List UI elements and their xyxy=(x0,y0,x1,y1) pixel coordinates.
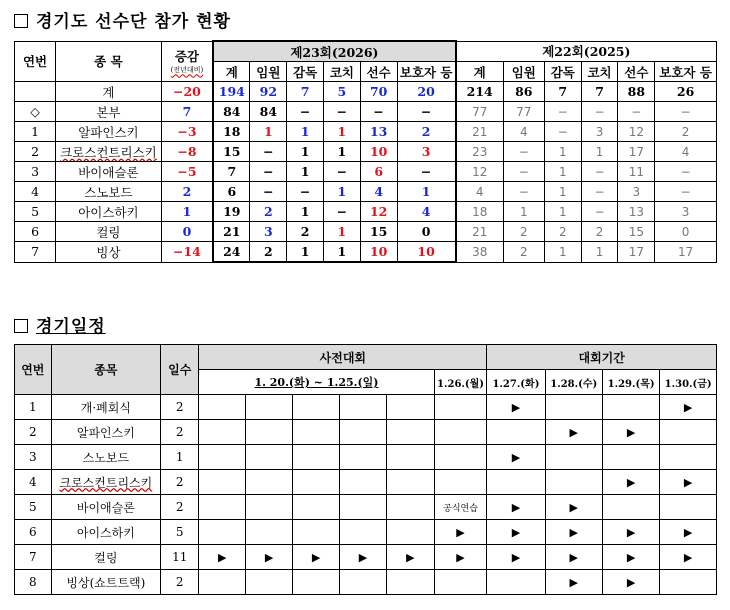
row-23-coaches: 1 xyxy=(324,122,361,142)
row-22-directors: 1 xyxy=(544,162,581,182)
col-23-athletes: 선수 xyxy=(360,62,397,82)
play-marker-icon: ▶ xyxy=(602,470,659,495)
schedule-cell xyxy=(246,495,293,520)
row-22-coaches: 3 xyxy=(581,122,618,142)
row-22-officials: 86 xyxy=(503,82,544,102)
row-23-total: 7 xyxy=(213,162,250,182)
row-22-coaches: − xyxy=(581,102,618,122)
row-23-officials: 3 xyxy=(250,222,287,242)
row-22-guardians: − xyxy=(655,182,717,202)
schedule-cell xyxy=(660,420,717,445)
row-23-directors: 2 xyxy=(287,222,324,242)
schedule-cell xyxy=(340,470,387,495)
row-23-coaches: 1 xyxy=(324,142,361,162)
row-23-guardians: 2 xyxy=(397,122,456,142)
row-no: 6 xyxy=(15,222,56,242)
section2-title: 경기일정 xyxy=(36,317,106,337)
play-marker-icon: ▶ xyxy=(660,395,717,420)
schedule-row-event: 컬링 xyxy=(51,545,161,570)
row-23-coaches: 1 xyxy=(324,182,361,202)
row-22-athletes: 11 xyxy=(618,162,655,182)
row-23-athletes: 15 xyxy=(360,222,397,242)
col-22-directors: 감독 xyxy=(544,62,581,82)
participation-table xyxy=(14,40,717,263)
schedule-cell xyxy=(199,570,246,595)
schedule-row-days: 2 xyxy=(161,470,199,495)
row-23-athletes: 13 xyxy=(360,122,397,142)
square-bullet-icon xyxy=(14,14,28,28)
row-23-total: 21 xyxy=(213,222,250,242)
row-23-total: 6 xyxy=(213,182,250,202)
row-no: ◇ xyxy=(15,102,56,122)
col-22-athletes: 선수 xyxy=(618,62,655,82)
schedule-row xyxy=(15,520,717,545)
play-marker-icon: ▶ xyxy=(434,520,487,545)
schedule-cell xyxy=(434,420,487,445)
row-no: 4 xyxy=(15,182,56,202)
row-22-athletes: 3 xyxy=(618,182,655,202)
row-22-directors: − xyxy=(544,102,581,122)
row-22-coaches: 1 xyxy=(581,242,618,263)
col-22-coaches: 코치 xyxy=(581,62,618,82)
play-marker-icon: ▶ xyxy=(602,570,659,595)
row-23-coaches: − xyxy=(324,102,361,122)
schedule-cell xyxy=(199,395,246,420)
schedule-cell xyxy=(487,420,545,445)
row-change: −20 xyxy=(161,82,213,102)
row-23-athletes: 70 xyxy=(360,82,397,102)
play-marker-icon: ▶ xyxy=(487,495,545,520)
schedule-cell xyxy=(340,495,387,520)
row-change: 7 xyxy=(161,102,213,122)
schedule-cell xyxy=(246,570,293,595)
schedule-cell xyxy=(340,445,387,470)
schedule-cell xyxy=(386,470,434,495)
row-23-total: 18 xyxy=(213,122,250,142)
schedule-cell xyxy=(602,395,659,420)
row-22-directors: 1 xyxy=(544,242,581,263)
row-23-total: 84 xyxy=(213,102,250,122)
schedule-table xyxy=(14,344,717,595)
row-22-total: 18 xyxy=(456,202,504,222)
section1-heading xyxy=(14,7,231,32)
row-event: 빙상 xyxy=(56,242,162,263)
row-22-coaches: − xyxy=(581,202,618,222)
row-event: 아이스하키 xyxy=(56,202,162,222)
schedule-row xyxy=(15,495,717,520)
col-22-guardians: 보호자 등 xyxy=(655,62,717,82)
header-change-label: 증감 xyxy=(174,49,200,65)
row-23-directors: − xyxy=(287,102,324,122)
schedule-cell xyxy=(660,495,717,520)
play-marker-icon: ▶ xyxy=(340,545,387,570)
row-no: 1 xyxy=(15,122,56,142)
row-23-officials: − xyxy=(250,142,287,162)
col-23-coaches: 코치 xyxy=(324,62,361,82)
play-marker-icon: ▶ xyxy=(545,420,602,445)
row-22-athletes: 17 xyxy=(618,142,655,162)
schedule-header-days: 일수 xyxy=(161,345,199,395)
row-22-guardians: 0 xyxy=(655,222,717,242)
play-marker-icon: ▶ xyxy=(660,470,717,495)
row-22-officials: 2 xyxy=(503,222,544,242)
row-22-total: 12 xyxy=(456,162,504,182)
schedule-cell xyxy=(293,470,340,495)
play-marker-icon: ▶ xyxy=(545,545,602,570)
schedule-row-event: 스노보드 xyxy=(51,445,161,470)
row-22-officials: 4 xyxy=(503,122,544,142)
schedule-row-days: 2 xyxy=(161,395,199,420)
row-23-directors: 7 xyxy=(287,82,324,102)
header-event: 종 목 xyxy=(56,41,162,82)
schedule-header-pre: 사전대회 xyxy=(199,345,487,370)
schedule-row xyxy=(15,545,717,570)
row-22-athletes: 12 xyxy=(618,122,655,142)
schedule-cell xyxy=(293,445,340,470)
row-no: 7 xyxy=(15,242,56,263)
col-22-officials: 임원 xyxy=(503,62,544,82)
schedule-cell xyxy=(487,570,545,595)
schedule-row-days: 2 xyxy=(161,570,199,595)
participation-row xyxy=(15,142,717,162)
row-22-athletes: 15 xyxy=(618,222,655,242)
row-22-directors: 2 xyxy=(544,222,581,242)
schedule-cell xyxy=(199,470,246,495)
row-change: −8 xyxy=(161,142,213,162)
schedule-row xyxy=(15,470,717,495)
row-change: 0 xyxy=(161,222,213,242)
play-marker-icon: ▶ xyxy=(660,520,717,545)
row-23-coaches: − xyxy=(324,162,361,182)
schedule-date-0129: 1.29.(목) xyxy=(602,370,659,395)
participation-row xyxy=(15,182,717,202)
schedule-date-0126: 1.26.(월) xyxy=(434,370,487,395)
schedule-row-days: 2 xyxy=(161,495,199,520)
row-23-athletes: − xyxy=(360,102,397,122)
schedule-cell xyxy=(434,470,487,495)
header-change xyxy=(161,41,213,82)
schedule-cell xyxy=(386,570,434,595)
schedule-cell xyxy=(199,445,246,470)
row-23-coaches: 5 xyxy=(324,82,361,102)
schedule-cell xyxy=(293,395,340,420)
row-23-directors: 1 xyxy=(287,142,324,162)
row-22-officials: − xyxy=(503,182,544,202)
row-22-total: 214 xyxy=(456,82,504,102)
row-22-total: 21 xyxy=(456,122,504,142)
schedule-cell xyxy=(246,395,293,420)
schedule-cell xyxy=(293,420,340,445)
schedule-date-0130: 1.30.(금) xyxy=(660,370,717,395)
row-23-officials: 1 xyxy=(250,122,287,142)
schedule-cell xyxy=(340,420,387,445)
schedule-row-days: 2 xyxy=(161,420,199,445)
row-change: −5 xyxy=(161,162,213,182)
row-22-officials: − xyxy=(503,162,544,182)
schedule-row xyxy=(15,420,717,445)
play-marker-icon: ▶ xyxy=(386,545,434,570)
row-event: 크로스컨트리스키 xyxy=(56,142,162,162)
schedule-cell xyxy=(386,495,434,520)
row-22-athletes: 13 xyxy=(618,202,655,222)
row-22-coaches: − xyxy=(581,182,618,202)
row-23-officials: 2 xyxy=(250,242,287,263)
schedule-cell xyxy=(340,570,387,595)
schedule-date-0127: 1.27.(화) xyxy=(487,370,545,395)
row-23-total: 19 xyxy=(213,202,250,222)
participation-row xyxy=(15,222,717,242)
row-22-total: 21 xyxy=(456,222,504,242)
play-marker-icon: ▶ xyxy=(602,420,659,445)
participation-row xyxy=(15,202,717,222)
schedule-cell xyxy=(545,395,602,420)
schedule-cell xyxy=(434,445,487,470)
row-22-athletes: 17 xyxy=(618,242,655,263)
row-23-officials: − xyxy=(250,162,287,182)
schedule-row-no: 8 xyxy=(15,570,52,595)
row-event: 알파인스키 xyxy=(56,122,162,142)
col-23-directors: 감독 xyxy=(287,62,324,82)
row-23-athletes: 4 xyxy=(360,182,397,202)
row-23-athletes: 10 xyxy=(360,142,397,162)
row-23-athletes: 10 xyxy=(360,242,397,263)
row-no: 2 xyxy=(15,142,56,162)
row-23-coaches: 1 xyxy=(324,242,361,263)
schedule-row xyxy=(15,395,717,420)
row-22-coaches: − xyxy=(581,162,618,182)
col-23-guardians: 보호자 등 xyxy=(397,62,456,82)
row-23-athletes: 6 xyxy=(360,162,397,182)
participation-row xyxy=(15,242,717,263)
play-marker-icon: ▶ xyxy=(487,545,545,570)
row-no: 5 xyxy=(15,202,56,222)
schedule-cell xyxy=(199,520,246,545)
schedule-header-no: 연번 xyxy=(15,345,52,395)
row-22-coaches: 2 xyxy=(581,222,618,242)
play-marker-icon: ▶ xyxy=(246,545,293,570)
header-no: 연번 xyxy=(15,41,56,82)
row-change: 2 xyxy=(161,182,213,202)
row-23-guardians: 1 xyxy=(397,182,456,202)
participation-row xyxy=(15,162,717,182)
row-22-officials: 77 xyxy=(503,102,544,122)
schedule-row-no: 2 xyxy=(15,420,52,445)
schedule-pre-range-label: 1. 20.(화) ~ 1.25.(일) xyxy=(254,376,379,389)
row-23-total: 194 xyxy=(213,82,250,102)
header-game-23: 제23회(2026) xyxy=(213,41,456,62)
row-23-coaches: − xyxy=(324,202,361,222)
row-23-officials: 84 xyxy=(250,102,287,122)
row-change: −14 xyxy=(161,242,213,263)
schedule-row-event: 크로스컨트리스키 xyxy=(51,470,161,495)
participation-row xyxy=(15,102,717,122)
play-marker-icon: ▶ xyxy=(293,545,340,570)
schedule-cell xyxy=(340,395,387,420)
row-23-guardians: − xyxy=(397,102,456,122)
row-22-officials: 1 xyxy=(503,202,544,222)
schedule-cell xyxy=(246,445,293,470)
row-22-guardians: − xyxy=(655,162,717,182)
section2-heading xyxy=(14,312,106,337)
row-23-guardians: − xyxy=(397,162,456,182)
schedule-cell xyxy=(487,470,545,495)
row-22-athletes: − xyxy=(618,102,655,122)
schedule-row-event: 바이애슬론 xyxy=(51,495,161,520)
row-23-coaches: 1 xyxy=(324,222,361,242)
section1-title: 경기도 선수단 참가 현황 xyxy=(36,12,231,32)
play-marker-icon: ▶ xyxy=(199,545,246,570)
row-23-athletes: 12 xyxy=(360,202,397,222)
schedule-row xyxy=(15,570,717,595)
row-22-guardians: 3 xyxy=(655,202,717,222)
schedule-cell xyxy=(293,495,340,520)
participation-row xyxy=(15,82,717,102)
row-change: 1 xyxy=(161,202,213,222)
schedule-header-main: 대회기간 xyxy=(487,345,717,370)
row-22-directors: − xyxy=(544,122,581,142)
row-22-directors: 1 xyxy=(544,202,581,222)
row-23-officials: 92 xyxy=(250,82,287,102)
play-marker-icon: ▶ xyxy=(487,520,545,545)
row-23-guardians: 4 xyxy=(397,202,456,222)
play-marker-icon: ▶ xyxy=(602,545,659,570)
row-no xyxy=(15,82,56,102)
schedule-row-no: 5 xyxy=(15,495,52,520)
col-23-total: 계 xyxy=(213,62,250,82)
header-change-sub: (전년대비) xyxy=(170,66,204,75)
row-23-guardians: 20 xyxy=(397,82,456,102)
play-marker-icon: ▶ xyxy=(487,395,545,420)
row-22-guardians: 2 xyxy=(655,122,717,142)
schedule-cell xyxy=(293,520,340,545)
schedule-row-no: 3 xyxy=(15,445,52,470)
schedule-cell xyxy=(199,420,246,445)
schedule-cell xyxy=(602,445,659,470)
schedule-cell xyxy=(660,570,717,595)
schedule-note: 공식연습 xyxy=(434,495,487,520)
row-event: 스노보드 xyxy=(56,182,162,202)
row-22-officials: 2 xyxy=(503,242,544,263)
col-23-officials: 임원 xyxy=(250,62,287,82)
schedule-row-event: 빙상(쇼트트랙) xyxy=(51,570,161,595)
schedule-cell xyxy=(602,495,659,520)
row-23-directors: 1 xyxy=(287,122,324,142)
row-change: −3 xyxy=(161,122,213,142)
schedule-header-event: 종목 xyxy=(51,345,161,395)
row-23-officials: − xyxy=(250,182,287,202)
schedule-row-days: 11 xyxy=(161,545,199,570)
schedule-row-no: 4 xyxy=(15,470,52,495)
play-marker-icon: ▶ xyxy=(545,570,602,595)
schedule-cell xyxy=(386,395,434,420)
schedule-row-no: 7 xyxy=(15,545,52,570)
schedule-cell xyxy=(386,420,434,445)
row-22-athletes: 88 xyxy=(618,82,655,102)
square-bullet-icon xyxy=(14,319,28,333)
schedule-cell xyxy=(660,445,717,470)
schedule-cell xyxy=(434,570,487,595)
row-23-directors: 1 xyxy=(287,162,324,182)
play-marker-icon: ▶ xyxy=(602,520,659,545)
row-22-guardians: 17 xyxy=(655,242,717,263)
participation-row xyxy=(15,122,717,142)
row-22-total: 4 xyxy=(456,182,504,202)
row-22-coaches: 7 xyxy=(581,82,618,102)
row-22-guardians: 4 xyxy=(655,142,717,162)
schedule-row-event: 아이스하키 xyxy=(51,520,161,545)
row-22-directors: 7 xyxy=(544,82,581,102)
play-marker-icon: ▶ xyxy=(545,495,602,520)
schedule-cell xyxy=(434,395,487,420)
row-22-total: 23 xyxy=(456,142,504,162)
row-23-total: 24 xyxy=(213,242,250,263)
schedule-row-event: 개·폐회식 xyxy=(51,395,161,420)
row-23-directors: − xyxy=(287,182,324,202)
row-22-total: 77 xyxy=(456,102,504,122)
schedule-pre-range xyxy=(199,370,434,395)
row-22-officials: − xyxy=(503,142,544,162)
schedule-date-0128: 1.28.(수) xyxy=(545,370,602,395)
schedule-cell xyxy=(246,420,293,445)
play-marker-icon: ▶ xyxy=(545,520,602,545)
row-23-guardians: 10 xyxy=(397,242,456,263)
schedule-cell xyxy=(386,445,434,470)
row-23-guardians: 3 xyxy=(397,142,456,162)
row-event: 바이애슬론 xyxy=(56,162,162,182)
row-no: 3 xyxy=(15,162,56,182)
row-22-guardians: − xyxy=(655,102,717,122)
header-game-22: 제22회(2025) xyxy=(456,41,717,62)
row-23-guardians: 0 xyxy=(397,222,456,242)
row-22-coaches: 1 xyxy=(581,142,618,162)
row-22-directors: 1 xyxy=(544,182,581,202)
schedule-row-no: 1 xyxy=(15,395,52,420)
row-event: 본부 xyxy=(56,102,162,122)
row-23-total: 15 xyxy=(213,142,250,162)
schedule-cell xyxy=(199,495,246,520)
row-event: 계 xyxy=(56,82,162,102)
schedule-row-no: 6 xyxy=(15,520,52,545)
row-22-directors: 1 xyxy=(544,142,581,162)
play-marker-icon: ▶ xyxy=(660,545,717,570)
row-22-total: 38 xyxy=(456,242,504,263)
row-23-officials: 2 xyxy=(250,202,287,222)
schedule-row-days: 1 xyxy=(161,445,199,470)
row-event: 컬링 xyxy=(56,222,162,242)
schedule-row-days: 5 xyxy=(161,520,199,545)
row-22-guardians: 26 xyxy=(655,82,717,102)
play-marker-icon: ▶ xyxy=(487,445,545,470)
schedule-cell xyxy=(246,520,293,545)
schedule-row xyxy=(15,445,717,470)
schedule-cell xyxy=(246,470,293,495)
row-23-directors: 1 xyxy=(287,242,324,263)
schedule-cell xyxy=(293,570,340,595)
play-marker-icon: ▶ xyxy=(434,545,487,570)
schedule-cell xyxy=(340,520,387,545)
row-23-directors: 1 xyxy=(287,202,324,222)
schedule-cell xyxy=(545,445,602,470)
schedule-cell xyxy=(386,520,434,545)
schedule-row-event: 알파인스키 xyxy=(51,420,161,445)
schedule-cell xyxy=(545,470,602,495)
col-22-total: 계 xyxy=(456,62,504,82)
